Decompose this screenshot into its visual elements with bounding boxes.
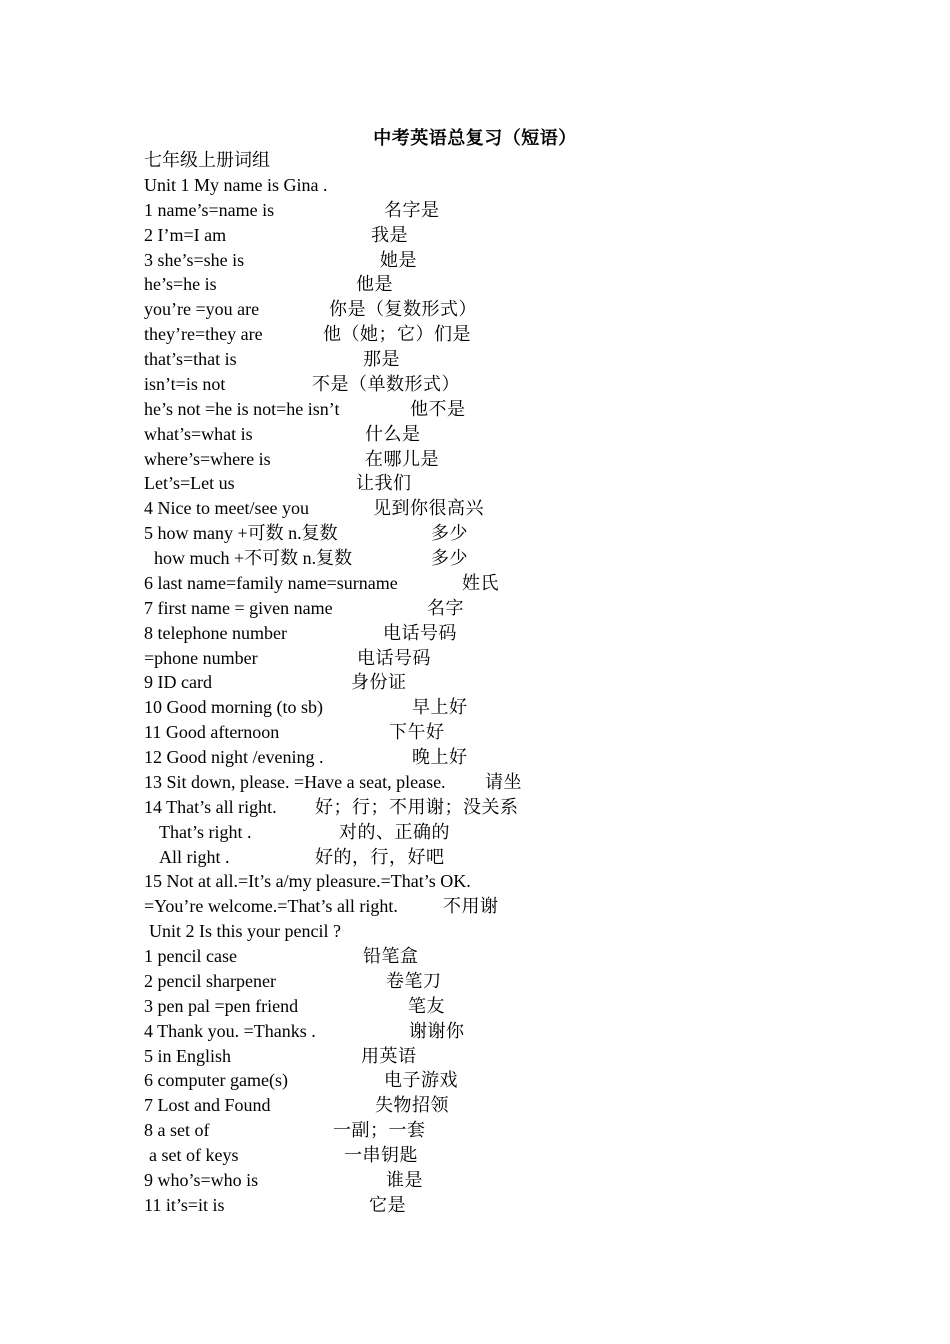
phrase-row [144, 1093, 844, 1118]
unit-heading-2 [144, 919, 844, 944]
phrase-english: that’s=that is [144, 349, 237, 369]
phrase-chinese: 她是 [380, 249, 417, 270]
phrase-english: =You’re welcome.=That’s all right. [144, 896, 398, 917]
phrase-row [144, 1143, 844, 1168]
phrase-chinese: 姓氏 [462, 572, 499, 593]
phrase-chinese: 他是 [356, 274, 393, 295]
phrase-chinese: 多少 [431, 548, 468, 568]
phrase-english: 5 in English [144, 1045, 232, 1066]
phrase-chinese: 铅笔盒 [363, 946, 419, 966]
phrase-row [144, 994, 844, 1019]
phrase-english: 5 how many +可数 n.复数 [144, 523, 338, 544]
phrase-english: they’re=they are [144, 324, 263, 345]
phrase-english: a set of keys [149, 1145, 239, 1165]
phrase-chinese: 电话号码 [383, 622, 457, 643]
phrase-english: That’s right . [159, 821, 252, 842]
phrase-row [144, 1044, 844, 1069]
phrase-row [144, 1019, 844, 1044]
phrase-english: 11 Good afternoon [144, 722, 280, 743]
phrase-row [144, 646, 844, 671]
phrase-english: 3 she’s=she is [144, 249, 245, 270]
document-title: 中考英语总复习（短语） [373, 128, 577, 148]
phrase-english: 3 pen pal =pen friend [144, 995, 299, 1016]
phrase-english: 1 name’s=name is [144, 199, 275, 220]
phrase-chinese: 卷笔刀 [386, 970, 442, 991]
phrase-english: Unit 2 Is this your pencil ? [149, 921, 341, 942]
phrase-english: All right . [159, 846, 230, 867]
phrase-english: 11 it’s=it is [144, 1194, 225, 1215]
phrase-chinese: 你是（复数形式） [329, 299, 477, 320]
phrase-row [144, 546, 844, 571]
phrase-english: 7 first name = given name [144, 597, 333, 618]
phrase-chinese: 谢谢你 [409, 1020, 465, 1041]
phrase-row [144, 745, 844, 770]
phrase-row [144, 621, 844, 646]
phrase-row [144, 198, 844, 223]
phrase-row [144, 422, 844, 447]
phrase-row [144, 596, 844, 621]
phrase-chinese: 电子游戏 [384, 1070, 458, 1091]
phrase-row [144, 894, 844, 919]
phrase-english: 4 Thank you. =Thanks . [144, 1020, 316, 1041]
phrase-english: he’s not =he is not=he isn’t [144, 398, 340, 419]
phrase-chinese: 下午好 [389, 722, 445, 743]
phrase-chinese: 早上好 [412, 697, 468, 718]
phrase-row [144, 944, 844, 969]
phrase-english: he’s=he is [144, 274, 217, 295]
phrase-english: 6 last name=family name=surname [144, 572, 398, 593]
phrase-english: where’s=where is [144, 448, 271, 469]
phrase-chinese: 请坐 [485, 771, 522, 792]
phrase-english: 6 computer game(s) [144, 1070, 288, 1091]
phrase-english: 8 a set of [144, 1120, 210, 1141]
phrase-chinese: 不是（单数形式） [312, 373, 460, 394]
phrase-chinese: 对的、正确的 [339, 821, 450, 842]
phrase-chinese: 好的，行，好吧 [315, 846, 445, 867]
phrase-chinese: 我是 [371, 224, 408, 245]
phrase-row [144, 496, 844, 521]
phrase-english: 2 pencil sharpener [144, 970, 276, 991]
phrase-english: 14 That’s all right. [144, 796, 277, 817]
phrase-row [144, 869, 844, 894]
phrase-chinese: 失物招领 [375, 1095, 449, 1116]
phrase-row [144, 248, 844, 273]
phrase-chinese: 多少 [431, 523, 468, 544]
phrase-row [144, 969, 844, 994]
phrase-row [144, 795, 844, 820]
phrase-row [144, 223, 844, 248]
phrase-row [144, 695, 844, 720]
phrase-chinese: 笔友 [408, 995, 445, 1016]
phrase-english: 七年级上册词组 [144, 150, 270, 170]
phrase-row [144, 272, 844, 297]
phrase-chinese: 那是 [363, 349, 400, 369]
phrase-english: 2 I’m=I am [144, 224, 227, 245]
phrase-row [144, 347, 844, 372]
phrase-english: 15 Not at all.=It’s a/my pleasure.=That’s OK. [144, 871, 471, 892]
phrase-chinese: 身份证 [351, 672, 407, 693]
phrase-chinese: 晚上好 [412, 747, 468, 767]
phrase-chinese: 它是 [369, 1194, 406, 1215]
phrase-english: 12 Good night /evening . [144, 747, 324, 767]
phrase-english: how much +不可数 n.复数 [154, 548, 353, 568]
phrase-list [144, 148, 844, 1218]
phrase-chinese: 好；行；不用谢；没关系 [315, 796, 519, 817]
phrase-row [144, 372, 844, 397]
phrase-row [144, 471, 844, 496]
phrase-row [144, 1118, 844, 1143]
phrase-chinese: 一副；一套 [333, 1120, 426, 1141]
phrase-chinese: 见到你很高兴 [373, 498, 484, 519]
phrase-chinese: 名字 [427, 597, 464, 618]
phrase-row [144, 297, 844, 322]
phrase-row [144, 1193, 844, 1218]
phrase-chinese: 电话号码 [357, 647, 431, 668]
phrase-english: 7 Lost and Found [144, 1095, 271, 1116]
phrase-english: what’s=what is [144, 423, 253, 444]
phrase-english: 13 Sit down, please. =Have a seat, please. [144, 771, 446, 792]
phrase-chinese: 他不是 [410, 398, 466, 419]
phrase-chinese: 谁是 [386, 1169, 423, 1190]
phrase-chinese: 他（她；它）们是 [323, 324, 471, 345]
section-heading-grade7 [144, 148, 844, 173]
phrase-row [144, 720, 844, 745]
phrase-row [144, 670, 844, 695]
phrase-english: 8 telephone number [144, 622, 287, 643]
phrase-row [144, 1168, 844, 1193]
phrase-chinese: 不用谢 [443, 896, 499, 917]
phrase-english: 9 ID card [144, 672, 212, 693]
unit-heading-1 [144, 173, 844, 198]
phrase-row [144, 845, 844, 870]
phrase-chinese: 名字是 [384, 199, 440, 220]
phrase-row [144, 521, 844, 546]
phrase-english: you’re =you are [144, 299, 260, 320]
phrase-row [144, 571, 844, 596]
phrase-english: 1 pencil case [144, 946, 237, 966]
phrase-english: =phone number [144, 647, 258, 668]
phrase-row [144, 820, 844, 845]
phrase-chinese: 在哪儿是 [365, 448, 439, 469]
phrase-english: 9 who’s=who is [144, 1169, 259, 1190]
phrase-chinese: 什么是 [365, 423, 421, 444]
phrase-row [144, 322, 844, 347]
phrase-english: Let’s=Let us [144, 473, 235, 494]
phrase-english: isn’t=is not [144, 373, 226, 394]
phrase-chinese: 一串钥匙 [344, 1145, 418, 1165]
phrase-row [144, 770, 844, 795]
phrase-english: Unit 1 My name is Gina . [144, 174, 328, 195]
phrase-row [144, 397, 844, 422]
phrase-row [144, 1068, 844, 1093]
phrase-row [144, 447, 844, 472]
phrase-chinese: 让我们 [356, 473, 412, 494]
phrase-english: 4 Nice to meet/see you [144, 498, 309, 519]
phrase-chinese: 用英语 [361, 1045, 417, 1066]
phrase-english: 10 Good morning (to sb) [144, 697, 323, 718]
